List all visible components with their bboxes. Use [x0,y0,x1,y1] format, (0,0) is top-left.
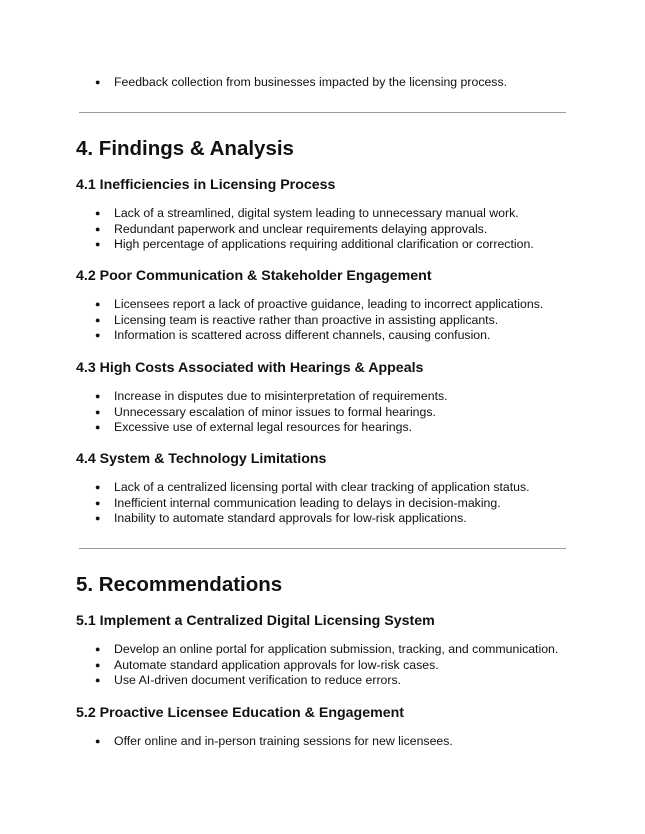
list-item: ● Use AI-driven document verification to reduce errors. [95,673,558,689]
subsection-heading-4-1: 4.1 Inefficiencies in Licensing Process [76,177,336,193]
subsection-heading-5-1: 5.1 Implement a Centralized Digital Licensing System [76,613,435,629]
list-item: ● Automate standard application approvals for low-risk cases. [95,658,558,674]
list-item: ● Increase in disputes due to misinterpretation of requirements. [95,389,448,405]
bullet-list-5-2 [95,734,453,750]
bullet-list-4-4 [95,480,530,527]
bullet-list-4-3 [95,389,448,436]
list-item: ● Lack of a streamlined, digital system leading to unnecessary manual work. [95,206,534,222]
list-item: ● Redundant paperwork and unclear requirements delaying approvals. [95,222,534,238]
bullet-list-5-1 [95,642,558,689]
list-item: ● Develop an online portal for application submission, tracking, and communication. [95,642,558,658]
subsection-heading-4-2: 4.2 Poor Communication & Stakeholder Engagement [76,268,432,284]
bullet-list-4-1 [95,206,534,253]
list-item: ● Inability to automate standard approvals for low-risk applications. [95,511,530,527]
horizontal-rule [79,548,566,549]
bullet-list-4-2 [95,297,543,344]
section-heading-4: 4. Findings & Analysis [76,137,294,160]
subsection-heading-4-3: 4.3 High Costs Associated with Hearings & Appeals [76,360,424,376]
list-item: ● High percentage of applications requiring additional clarification or correction. [95,237,534,253]
bullet-list-top [95,75,507,91]
list-item: ● Licensees report a lack of proactive guidance, leading to incorrect applications. [95,297,543,313]
section-heading-5: 5. Recommendations [76,573,283,596]
list-item: ● Feedback collection from businesses impacted by the licensing process. [95,75,507,91]
list-item: ● Offer online and in-person training sessions for new licensees. [95,734,453,750]
list-item: ● Lack of a centralized licensing portal with clear tracking of application status. [95,480,530,496]
list-item: ● Unnecessary escalation of minor issues to formal hearings. [95,405,448,421]
list-item: ● Inefficient internal communication leading to delays in decision-making. [95,496,530,512]
list-item: ● Information is scattered across different channels, causing confusion. [95,328,543,344]
list-item: ● Excessive use of external legal resources for hearings. [95,420,448,436]
list-item: ● Licensing team is reactive rather than proactive in assisting applicants. [95,313,543,329]
subsection-heading-5-2: 5.2 Proactive Licensee Education & Engagement [76,705,404,721]
horizontal-rule [79,112,566,113]
subsection-heading-4-4: 4.4 System & Technology Limitations [76,451,327,467]
